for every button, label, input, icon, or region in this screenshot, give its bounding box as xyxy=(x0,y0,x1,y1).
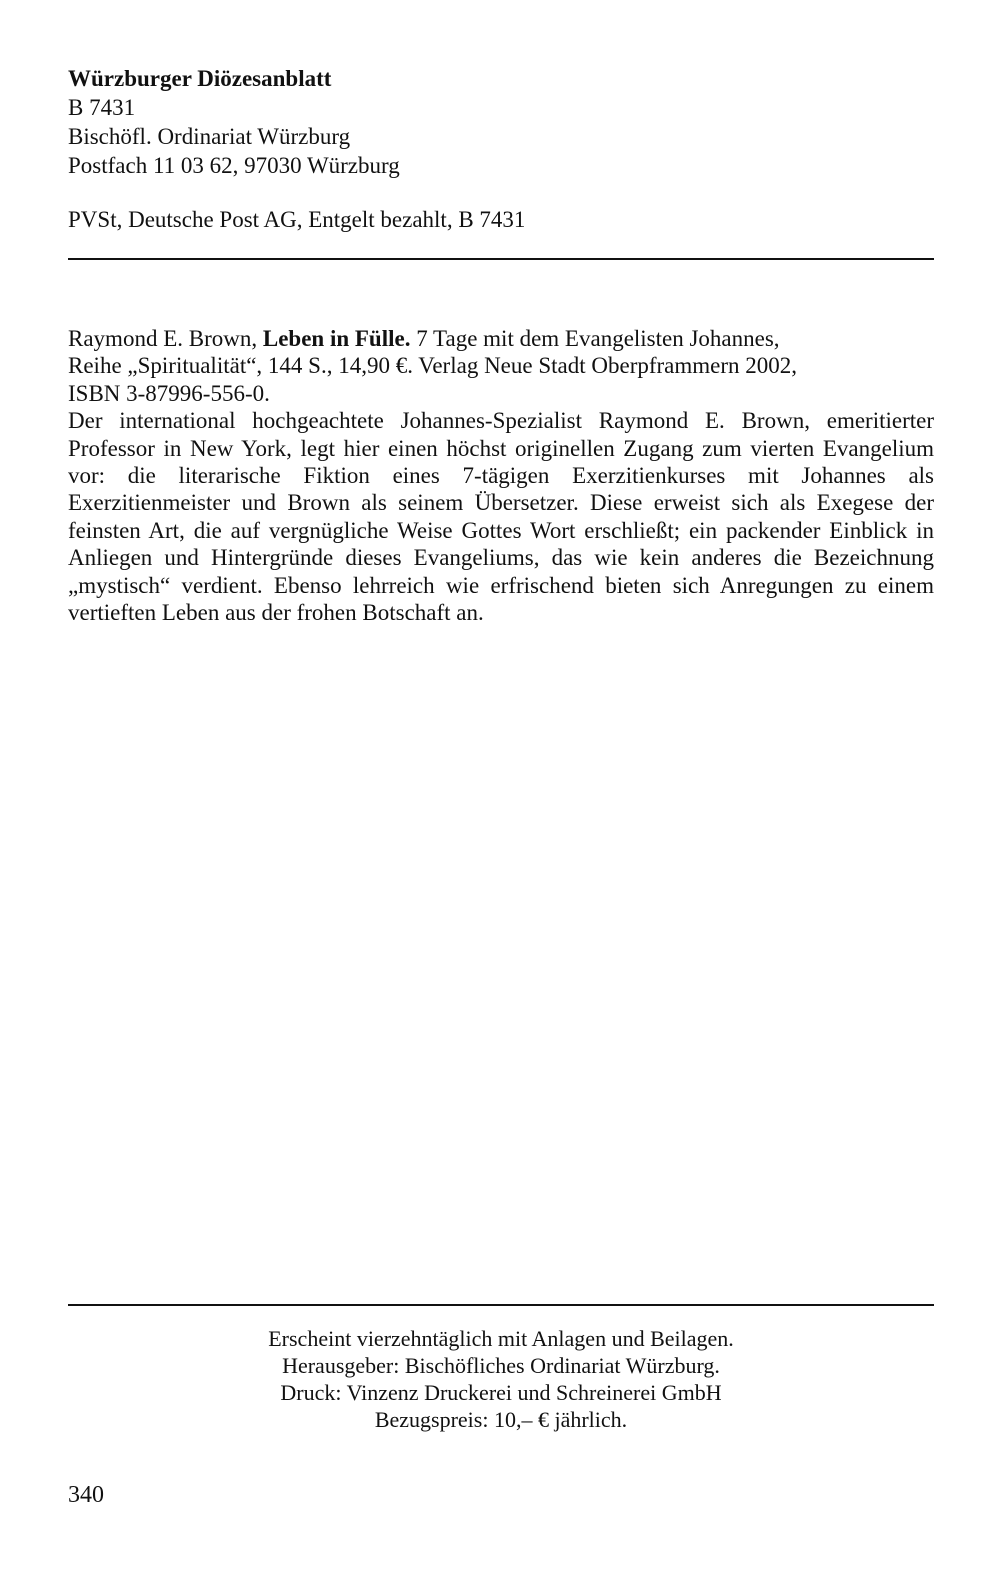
publication-code: B 7431 xyxy=(68,95,136,120)
bottom-divider xyxy=(68,1304,934,1306)
review-body: Der international hochgeachtete Johannes-Spezialist Raymond E. Brown, emeritierter Professor in New York, legt hier einen höchst originellen Zugang zum vierten Evangelium vor: die literarische Fiktion eines 7-tägigen Exerzitienkurses mit Johannes als Exerzitienmeister und Brown als seinem Übersetzer. Diese erweist sich als Exegese der feinsten Art, die auf vergnügliche Weise Gottes Wort erschließt; ein packender Einblick in Anliegen und Hintergründe dieses Evangeliums, das wie kein anderes die Bezeichnung „mystisch“ verdient. Ebenso lehrreich wie erfrischend bieten sich Anregungen zu einem vertieften Leben aus der frohen Botschaft an. xyxy=(68,408,934,626)
review-details-line1: 7 Tage mit dem Evangelisten Johannes, xyxy=(410,326,780,351)
colophon-publisher: Herausgeber: Bischöfliches Ordinariat Würzburg. xyxy=(282,1353,720,1378)
colophon xyxy=(68,1325,934,1433)
review-isbn: ISBN 3-87996-556-0. xyxy=(68,380,270,406)
review-citation-line1 xyxy=(68,325,934,352)
review-details-line2: Reihe „Spiritualität“, 144 S., 14,90 €. Verlag Neue Stadt Oberpframmern 2002, xyxy=(68,353,798,379)
review-author: Raymond E. Brown, xyxy=(68,326,263,351)
masthead xyxy=(68,64,928,180)
publisher-name: Bischöfl. Ordinariat Würzburg xyxy=(68,124,351,149)
colophon-frequency: Erscheint vierzehntäglich mit Anlagen und Beilagen. xyxy=(268,1326,734,1351)
book-review xyxy=(68,325,934,626)
top-divider xyxy=(68,258,934,260)
publisher-address: Postfach 11 03 62, 97030 Würzburg xyxy=(68,153,400,178)
publication-title: Würzburger Diözesanblatt xyxy=(68,66,332,91)
page-number: 340 xyxy=(68,1482,104,1508)
review-book-title: Leben in Fülle. xyxy=(262,326,411,351)
colophon-price: Bezugspreis: 10,– € jährlich. xyxy=(374,1407,628,1432)
postage-note: PVSt, Deutsche Post AG, Entgelt bezahlt, B 7431 xyxy=(68,207,526,232)
colophon-printer: Druck: Vinzenz Druckerei und Schreinerei GmbH xyxy=(280,1380,722,1405)
